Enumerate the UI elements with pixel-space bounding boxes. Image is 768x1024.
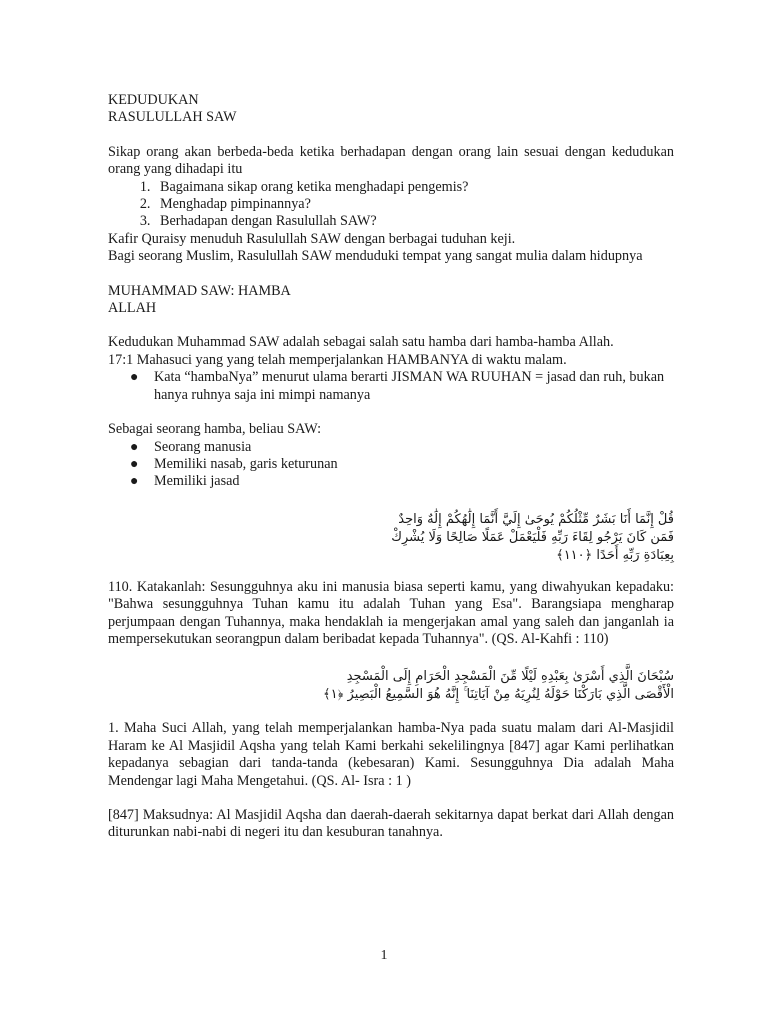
bullet-text: Seorang manusia — [154, 438, 252, 455]
arabic-line: بِعِبَادَةِ رَبِّهِ أَحَدًا ﴿١١٠﴾ — [556, 547, 674, 563]
list-item — [130, 473, 674, 490]
question-list — [108, 179, 674, 231]
intro-paragraph: Sikap orang akan berbeda-beda ketika berhadapan dengan orang lain sesuai dengan kedudukan orang yang dihadapi itu — [108, 143, 674, 178]
arabic-line: قُلْ إِنَّمَا أَنَا بَشَرٌ مِّثْلُكُمْ يُوحَىٰ إِلَيَّ أَنَّمَا إِلَٰهُكُمْ إِلَٰهٌ وَاحِدٌ — [398, 511, 674, 527]
title-line-1: KEDUDUKAN — [108, 92, 199, 108]
title-line-2: RASULULLAH SAW — [108, 109, 237, 126]
list-item — [130, 455, 674, 473]
isra-translation: 1. Maha Suci Allah, yang telah memperjalankan hamba-Nya pada suatu malam dari Al-Masjidil Haram ke Al Masjidil Aqsha yang telah Kami berkahi sekelilingnya [847] agar Kami perlihatkan kepadanya sebagian dari tanda-tanda (kebesaran) Kami. Sesungguhnya Dia adalah Maha Mendengar lagi Maha Mengetahui. (QS. Al- Isra : 1 ) — [108, 720, 674, 789]
bullet-icon: ● — [130, 456, 139, 472]
section-title-hamba — [108, 283, 674, 318]
bullet-text: Kata “hambaNya” menurut ulama berarti JISMAN WA RUUHAN = jasad dan ruh, bukan hanya ruhnya saja ini mimpi namanya — [154, 369, 665, 403]
footnote-847: [847] Maksudnya: Al Masjidil Aqsha dan daerah-daerah sekitarnya dapat berkat dari Allah dengan diturunkan nabi-nabi di negeri itu dan kesuburan tanahnya. — [108, 806, 674, 841]
kahfi-translation: 110. Katakanlah: Sesungguhnya aku ini manusia biasa seperti kamu, yang diwahyukan kepadaku: "Bahwa sesungguhnya Tuhan kamu itu adalah Tuhan yang Esa". Barangsiapa mengharap perjumpaan dengan Tuhannya, maka hendaklah ia mengerjakan amal yang saleh dan janganlah ia mempersekutukan seorangpun dalam beribadat kepada Tuhannya". (QS. Al-Kahfi : 110) — [108, 578, 674, 647]
title-line-1: MUHAMMAD SAW: HAMBA — [108, 282, 291, 299]
bullet-text: Memiliki nasab, garis keturunan — [154, 455, 338, 472]
arabic-line: الْأَقْصَى الَّذِي بَارَكْنَا حَوْلَهُ لِنُرِيَهُ مِنْ آيَاتِنَا ۚ إِنَّهُ هُوَ السَّمِيعُ الْبَصِيرُ ﴿١﴾ — [323, 687, 674, 703]
list-item — [130, 369, 674, 404]
arabic-line: سُبْحَانَ الَّذِي أَسْرَىٰ بِعَبْدِهِ لَيْلًا مِّنَ الْمَسْجِدِ الْحَرَامِ إِلَى الْمَسْجِدِ — [346, 669, 674, 685]
arabic-line: فَمَن كَانَ يَرْجُو لِقَاءَ رَبِّهِ فَلْيَعْمَلْ عَمَلًا صَالِحًا وَلَا يُشْرِكْ — [391, 529, 674, 545]
page-number: 1 — [380, 948, 388, 963]
list-item: 2. Menghadap pimpinannya? — [154, 196, 674, 213]
verse-reference-line: 17:1 Mahasuci yang yang telah memperjalankan HAMBANYA di waktu malam. — [108, 351, 567, 368]
bullet-icon: ● — [130, 439, 139, 455]
arabic-verse-kahfi — [108, 511, 674, 565]
muslim-paragraph: Bagi seorang Muslim, Rasulullah SAW menduduki tempat yang sangat mulia dalam hidupnya — [108, 248, 643, 265]
arabic-verse-isra — [108, 668, 674, 704]
kafir-paragraph: Kafir Quraisy menuduh Rasulullah SAW dengan berbagai tuduhan keji. — [108, 230, 516, 247]
list-item: 1. Bagaimana sikap orang ketika menghadapi pengemis? — [154, 179, 674, 196]
bullet-icon: ● — [130, 370, 139, 386]
title-line-2: ALLAH — [108, 300, 157, 317]
section-title-kedudukan — [108, 92, 674, 127]
hamba-bullet-list — [108, 369, 674, 404]
list-item: 3. Berhadapan dengan Rasulullah SAW? — [154, 213, 674, 230]
list-item — [130, 438, 674, 456]
bullet-text: Memiliki jasad — [154, 473, 240, 490]
servant-intro: Sebagai seorang hamba, beliau SAW: — [108, 421, 322, 438]
bullet-icon: ● — [130, 474, 139, 490]
kedudukan-line: Kedudukan Muhammad SAW adalah sebagai salah satu hamba dari hamba-hamba Allah. — [108, 334, 614, 351]
servant-list — [108, 439, 674, 491]
